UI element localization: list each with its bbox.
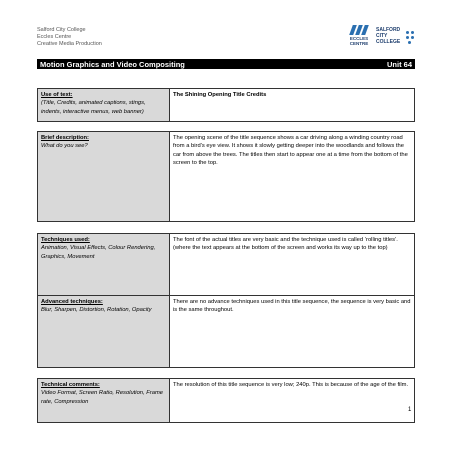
- advanced-label: Advanced techniques:: [41, 299, 103, 305]
- table-row: [38, 379, 415, 423]
- page-number: 1: [408, 407, 412, 413]
- brief-sub: What do you see?: [41, 143, 88, 150]
- use-of-text-table: [37, 88, 415, 122]
- unit-number: Unit 64: [386, 59, 412, 69]
- table-row: [38, 234, 415, 296]
- module-title-bar: [37, 59, 415, 69]
- header-line: Eccles Centre: [37, 34, 72, 40]
- logo-dots-icon: [406, 31, 416, 45]
- salford-logo-line: CITY: [376, 33, 388, 39]
- brief-description-table: [37, 131, 415, 222]
- eccles-centre-logo: [348, 25, 370, 49]
- brief-label-cell: [38, 132, 170, 222]
- use-of-text-value: The Shining Opening Title Credits: [170, 89, 415, 122]
- table-row: [38, 296, 415, 368]
- technical-sub: Video Format, Screen Ratio, Resolution, Frame rate, Compression: [41, 390, 164, 405]
- technical-label-cell: [38, 379, 170, 423]
- technical-value: The resolution of this title sequence is very low; 240p. This is because of the age of the film.: [170, 379, 415, 423]
- technical-label: Technical comments:: [41, 382, 100, 388]
- advanced-sub: Blur, Sharpen, Distortion, Rotation, Opacity: [41, 307, 152, 314]
- techniques-label-cell: [38, 234, 170, 296]
- logos: [348, 25, 416, 49]
- brief-label: Brief description:: [41, 135, 89, 141]
- college-header: [37, 27, 102, 48]
- techniques-table: [37, 233, 415, 368]
- eccles-logo-text: ECCLES CENTRE: [349, 36, 369, 46]
- brief-value: The opening scene of the title sequence shows a car driving along a winding country road from a bird’s eye view. It shows it slowly getting deeper into the woodlands and follows the car from above the trees. The titles then start to appear one at a time from the bottom of the screen to the top.: [170, 132, 415, 222]
- use-of-text-sub: (Title, Credits, animated captions, stings, indents, interactive menus, web banner): [41, 100, 146, 115]
- salford-logo-line: COLLEGE: [376, 39, 401, 45]
- techniques-label: Techniques used:: [41, 237, 90, 243]
- techniques-value: The font of the actual titles are very basic and the technique used is called ‘rolling titles’.(where the text appears at the bottom of the screen and works its way up to the top): [170, 234, 415, 296]
- table-row: [38, 89, 415, 122]
- advanced-label-cell: [38, 296, 170, 368]
- use-of-text-label-cell: [38, 89, 170, 122]
- use-of-text-label: Use of text:: [41, 92, 73, 98]
- technical-comments-table: [37, 378, 415, 423]
- salford-college-logo: [376, 25, 416, 49]
- table-row: [38, 132, 415, 222]
- advanced-value: There are no advance techniques used in this title sequence, the sequence is very basic and is the same throughout.: [170, 296, 415, 368]
- techniques-sub: Animation, Visual Effects, Colour Rendering, Graphics, Movement: [41, 245, 156, 260]
- header-line: Creative Media Production: [37, 41, 102, 47]
- header-line: Salford City College: [37, 27, 86, 33]
- salford-logo-line: SALFORD: [376, 27, 401, 33]
- module-title: Motion Graphics and Video Compositing: [40, 59, 185, 69]
